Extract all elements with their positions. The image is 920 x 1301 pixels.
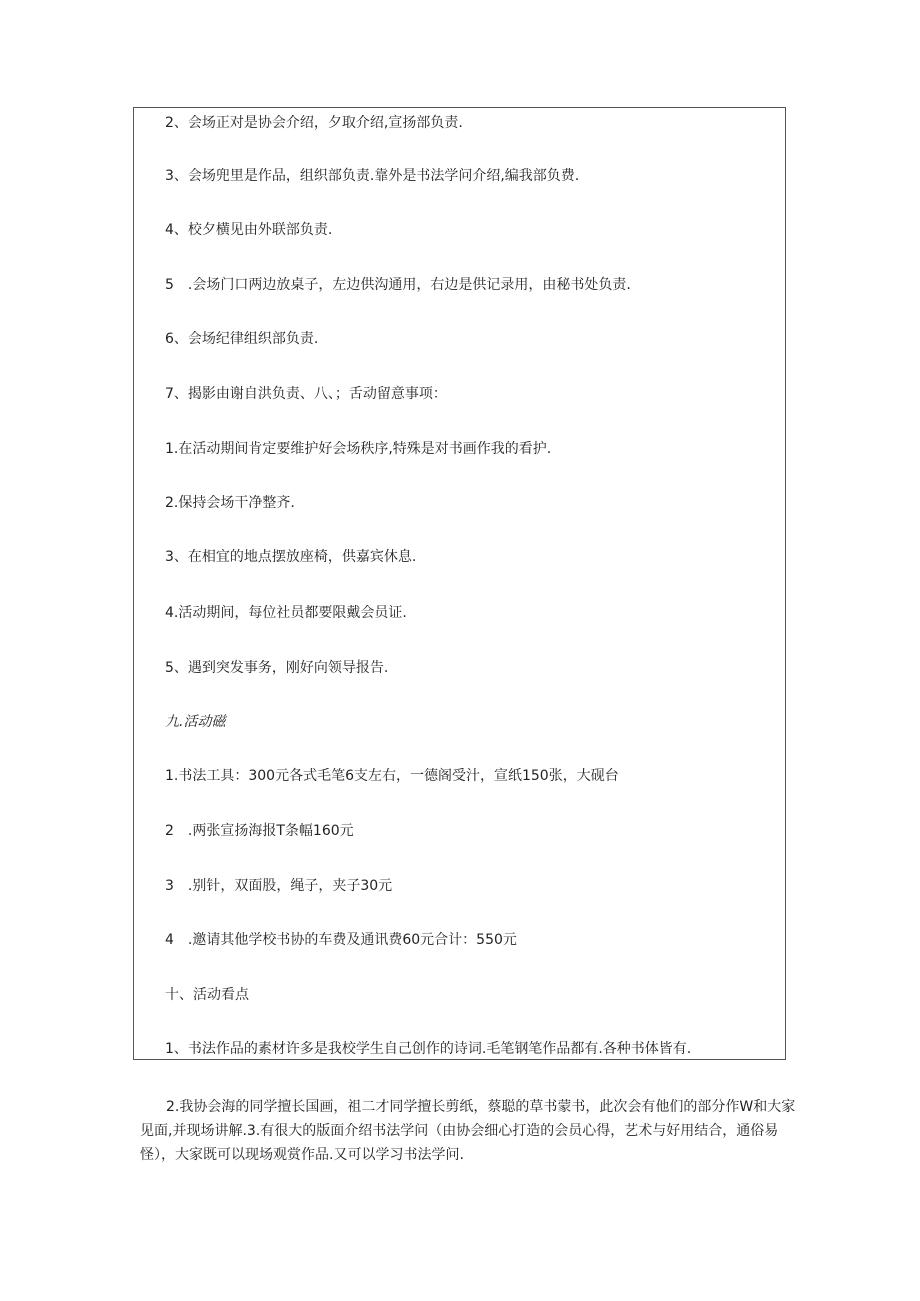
- item-4-banner: 4、校夕横见由外联部负责.: [165, 222, 333, 238]
- notice-3-seats: 3、在相宜的地点摆放座椅，供嘉宾休息.: [165, 549, 417, 565]
- budget-3-supplies: 3 .别针，双面股，绳子，夹子30元: [165, 878, 393, 894]
- item-6-discipline: 6、会场纪律组织部负责.: [165, 331, 319, 347]
- section-9-heading: 九.活动磁: [165, 714, 226, 730]
- budget-2-posters: 2 .两张宣扬海报T条幅160元: [165, 823, 354, 839]
- item-2-venue-front: 2、会场正对是协会介绍，夕取介绍,宣扬部负责.: [165, 115, 463, 131]
- section-10-heading: 十、活动看点: [165, 987, 249, 1003]
- notice-1-order: 1.在活动期间肯定要维护好会场秩序,特殊是对书画作我的看护.: [165, 441, 552, 457]
- budget-1-tools: 1.书法工具：300元各式毛笔6支左右，一德阁受汁，宣纸150张，大砚台: [165, 768, 619, 784]
- highlight-1-works: 1、书法作品的素材许多是我校学生自己创作的诗词.毛笔钢笔作品都有.各种书体皆有.: [165, 1041, 692, 1057]
- highlights-continued-paragraph: 2.我协会海的同学擅长国画，祖二才同学擅长剪纸，蔡聪的草书蒙书，此次会有他们的部分作W和大家见面,并现场讲解.3.有很大的版面介绍书法学问（由协会细心打造的会员心得，艺术与好用结合，通俗易怪），大家既可以现场观赏作品.又可以学习书法学问.: [140, 1099, 796, 1163]
- notice-4-badge: 4.活动期间，每位社员都要限戴会员证.: [165, 605, 407, 621]
- document-table-box: [133, 107, 786, 1060]
- budget-4-travel: 4 .邀请其他学校书协的车费及通讯费60元合计：550元: [165, 932, 517, 948]
- item-5-entrance-tables: 5 .会场门口两边放桌子，左边供沟通用，右边是供记录用，由秘书处负责.: [165, 277, 631, 293]
- item-7-photography: 7、揭影由谢自洪负责、八、；舌动留意事项：: [165, 386, 447, 402]
- notice-5-emergency: 5、遇到突发事务，刚好向领导报告.: [165, 660, 389, 676]
- notice-2-clean: 2.保持会场干净整齐.: [165, 495, 295, 511]
- item-3-venue-inner: 3、会场兜里是作品，组织部负责.靠外是书法学问介绍,编我部负费.: [165, 168, 580, 184]
